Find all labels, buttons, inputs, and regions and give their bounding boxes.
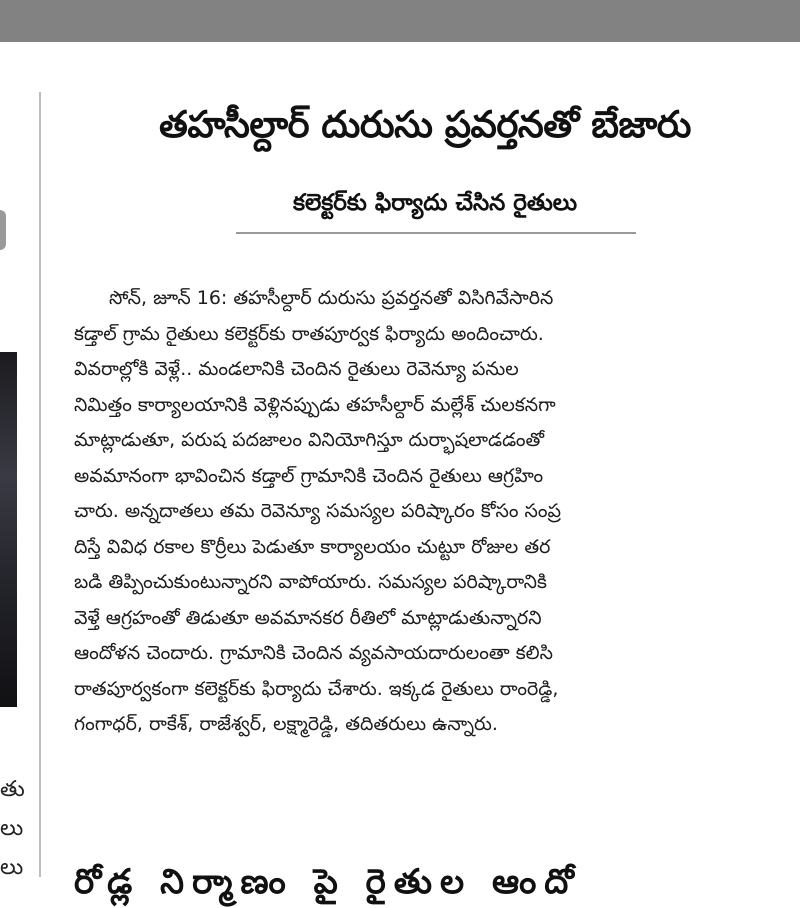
adjacent-column-photo <box>0 352 17 707</box>
article-line: బడి తిప్పించుకుంటున్నారని వాపోయారు. సమస్యల పరిష్కారానికి <box>74 571 547 593</box>
adjacent-column-fragment: తు <box>0 777 25 802</box>
next-article-headline-cropped <box>74 856 800 902</box>
article-line: వెళ్తే ఆగ్రహంతో తిడుతూ అవమానకర రీతిలో మాట్లాడుతున్నారని <box>74 606 542 629</box>
article-line: వివరాల్లోకి వెళ్లే.. మండలానికి చెందిన రైతులు రెవెన్యూ పనుల <box>74 358 519 380</box>
adjacent-column-fragment: లు <box>0 855 24 880</box>
article-subheading: కలెక్టర్‌కు ఫిర్యాదు చేసిన రైతులు <box>292 190 578 216</box>
article-line: గంగాధర్, రాకేశ్, రాజేశ్వర్, లక్ష్మారెడ్డి, తదితరులు ఉన్నారు. <box>74 713 498 735</box>
article-line: రాతపూర్వకంగా కలెక్టర్‌కు ఫిర్యాదు చేశారు. ఇక్కడ రైతులు రాంరెడ్డి, <box>74 677 559 700</box>
subheading-underline <box>236 232 636 234</box>
article-line: సోన్, జూన్ 16: తహసీల్దార్ దురుసు ప్రవర్తనతో విసిగివేసారిన <box>109 287 554 309</box>
article-line: మాట్లాడుతూ, పరుష పదజాలం వినియోగిస్తూ దుర్భాషలాడడంతో <box>74 429 545 451</box>
adjacent-column-edge-mark <box>0 210 6 250</box>
column-divider <box>39 92 41 877</box>
article-line: దిస్తే వివిధ రకాల కొర్రీలు పెడుతూ కార్యాలయం చుట్టూ రోజుల తర <box>74 535 551 558</box>
article-line: చారు. అన్నదాతలు తమ రెవెన్యూ సమస్యల పరిష్కారం కోసం సంప్ర <box>74 500 561 522</box>
article-line: కడ్తాల్ గ్రామ రైతులు కలెక్టర్‌కు రాతపూర్వక ఫిర్యాదు అందించారు. <box>74 322 544 345</box>
adjacent-column-fragment: లు <box>0 816 24 841</box>
article-line: అవమానంగా భావించిన కడ్తాల్ గ్రామానికి చెందిన రైతులు ఆగ్రహిం <box>74 464 544 487</box>
top-gray-bar <box>0 0 800 42</box>
article-body <box>74 281 800 743</box>
adjacent-column-text <box>0 770 26 887</box>
next-article-headline-text: రోడ్ల నిర్మాణం పై రైతుల ఆందో <box>74 862 582 902</box>
article-headline: తహసీల్దార్ దురుసు ప్రవర్తనతో బేజారు <box>159 103 691 146</box>
article-line: నిమిత్తం కార్యాలయానికి వెళ్లినప్పుడు తహసీల్దార్ మల్లేశ్ చులకనగా <box>74 393 556 416</box>
article-line: ఆందోళన చెందారు. గ్రామానికి చెందిన వ్యవసాయదారులంతా కలిసి <box>74 642 553 664</box>
